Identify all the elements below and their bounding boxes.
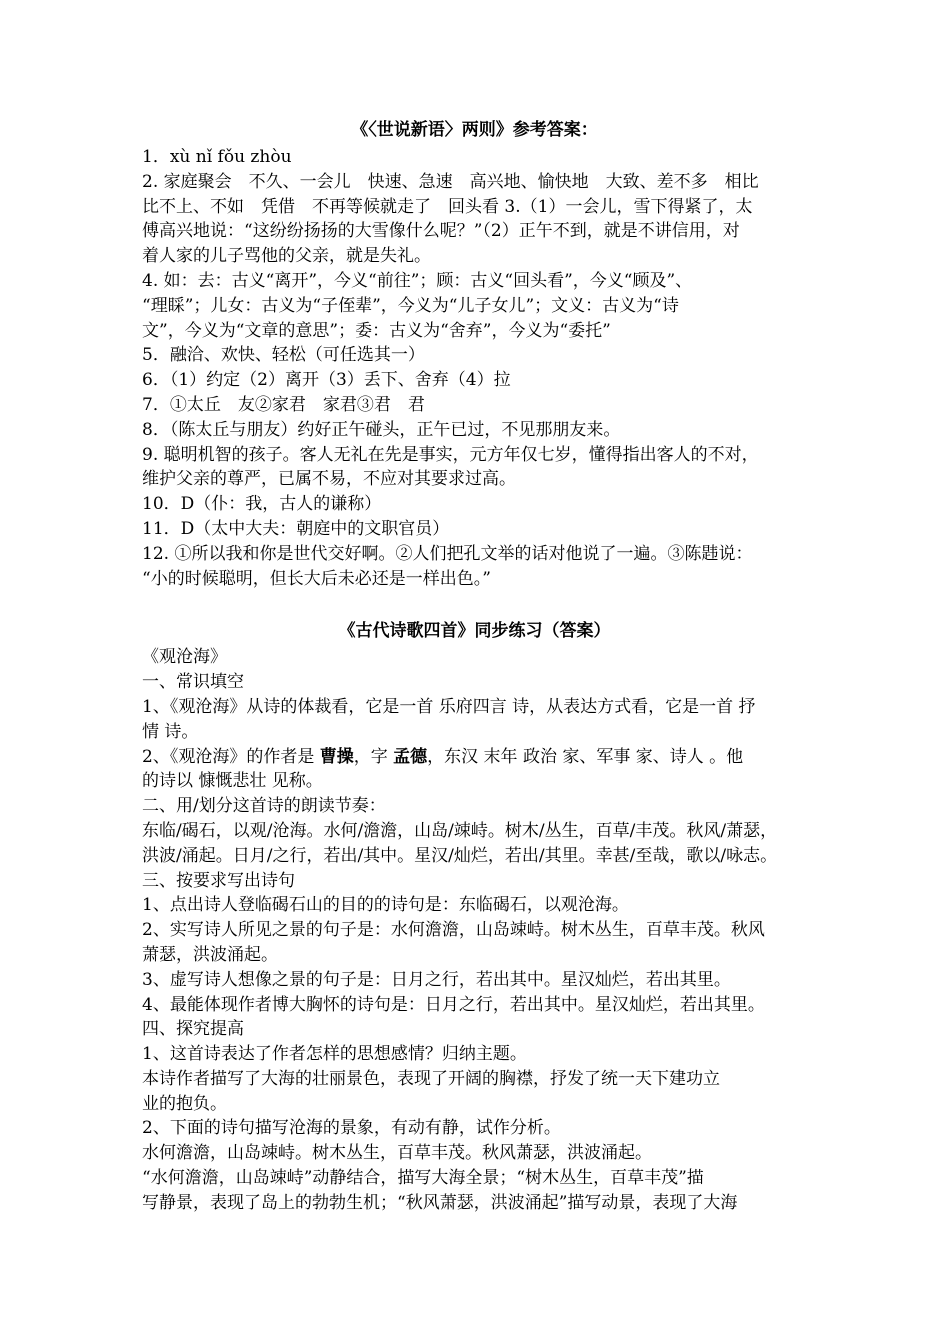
text-line: 维护父亲的尊严，已属不易，不应对其要求过高。: [142, 469, 516, 490]
text-line: 二、用/划分这首诗的朗读节奏：: [142, 796, 386, 817]
text-line: 写静景，表现了岛上的勃勃生机；“秋风萧瑟，洪波涌起”描写动景，表现了大海: [142, 1192, 738, 1213]
text-line: 四、探究提高: [142, 1019, 244, 1040]
text-line: 1．xù nǐ fǒu zhòu: [142, 147, 292, 167]
text-line: 2、下面的诗句描写沧海的景象，有动有静，试作分析。: [142, 1118, 561, 1139]
text-line: 业的抱负。: [142, 1093, 227, 1114]
text-line: 东临/碣石，以观/沧海。水何/澹澹，山岛/竦峙。树木/丛生，百草/丰茂。秋风/萧瑟，: [142, 820, 778, 841]
text-line: 3、虚写诗人想像之景的句子是：日月之行，若出其中。星汉灿烂，若出其里。: [142, 969, 731, 990]
author-name: 曹操: [319, 746, 354, 767]
text-line: 萧瑟，洪波涌起。: [142, 944, 278, 965]
text-line: 文”，今义为“文章的意思”；委：古义为“舍弃”，今义为“委托”: [142, 320, 611, 341]
text-line: 傅高兴地说：“这纷纷扬扬的大雪像什么呢？”（2）正午不到，就是不讲信用，对: [142, 221, 740, 242]
author-line-prefix: 2、《观沧海》的作者是: [142, 746, 320, 767]
text-line: 情 诗。: [142, 721, 199, 742]
text-line: 的诗以 慷慨悲壮 见称。: [142, 771, 323, 792]
text-line: 1、《观沧海》从诗的体裁看，它是一首 乐府四言 诗，从表达方式看，它是一首 抒: [142, 696, 756, 717]
text-line: 《观沧海》: [142, 647, 227, 668]
text-line: “小的时候聪明，但长大后未必还是一样出色。”: [142, 568, 491, 589]
author-line: [142, 745, 807, 770]
text-line: 4. 如：去：古义“离开”，今义“前往”；顾：古义“回头看”，今义“顾及”、: [142, 270, 693, 291]
text-line: 三、按要求写出诗句: [142, 870, 295, 891]
text-line: 12. ①所以我和你是世代交好啊。②人们把孔文举的话对他说了一遍。③陈韪说：: [142, 543, 753, 564]
text-line: 1、点出诗人登临碣石山的目的的诗句是：东临碣石，以观沧海。: [142, 895, 629, 916]
text-line: 4、最能体现作者博大胸怀的诗句是：日月之行，若出其中。星汉灿烂，若出其里。: [142, 994, 765, 1015]
document-page: [142, 118, 807, 1216]
text-line: 本诗作者描写了大海的壮丽景色，表现了开阔的胸襟，抒发了统一天下建功立: [142, 1068, 720, 1089]
text-line: 7．①太丘 友②家君 家君③君 君: [142, 394, 425, 415]
text-line: 比不上、不如 凭借 不再等候就走了 回头看 3.（1）一会儿，雪下得紧了，太: [142, 196, 753, 217]
section-title-shishuoxinyu: 《〈世说新语〉两则》参考答案：: [351, 120, 598, 140]
text-line: 5．融洽、欢快、轻松（可任选其一）: [142, 345, 425, 366]
text-line: 水何澹澹，山岛竦峙。树木丛生，百草丰茂。秋风萧瑟，洪波涌起。: [142, 1143, 652, 1164]
answer-list-shishuoxinyu: [142, 145, 807, 591]
text-line: 着人家的儿子骂他的父亲，就是失礼。: [142, 246, 431, 267]
text-line: 11．D（太中大夫：朝庭中的文职官员）: [142, 518, 450, 539]
text-line: 2. 家庭聚会 不久、一会儿 快速、急速 高兴地、愉快地 大致、差不多 相比: [142, 171, 759, 192]
answer-list-poems: [142, 645, 807, 1215]
author-line-middle: ，字: [353, 746, 394, 767]
text-line: 6．（1）约定（2）离开（3）丢下、舍弃（4）拉: [142, 370, 511, 391]
text-line: 洪波/涌起。日月/之行，若出/其中。星汉/灿烂，若出/其里。幸甚/至哉，歌以/咏志。: [142, 845, 778, 866]
text-line: 10．D（仆：我，古人的谦称）: [142, 494, 382, 515]
text-line: 1、这首诗表达了作者怎样的思想感情？归纳主题。: [142, 1044, 527, 1065]
author-line-suffix: ，东汉 末年 政治 家、军事 家、诗人 。他: [427, 746, 744, 767]
text-line: 一、常识填空: [142, 672, 244, 693]
text-line: 2、实写诗人所见之景的句子是：水何澹澹，山岛竦峙。树木丛生，百草丰茂。秋风: [142, 920, 765, 941]
text-line: “理睬”；儿女：古义为“子侄辈”，今义为“儿子女儿”；文义：古义为“诗: [142, 295, 679, 316]
text-line: 9. 聪明机智的孩子。客人无礼在先是事实，元方年仅七岁，懂得指出客人的不对，: [142, 444, 759, 465]
section-title-poems: 《古代诗歌四首》同步练习（答案）: [338, 621, 611, 642]
author-courtesy-name: 孟德: [393, 746, 428, 767]
text-line: 8．（陈太丘与朋友）约好正午碰头，正午已过，不见那朋友来。: [142, 419, 621, 440]
text-line: “水何澹澹，山岛竦峙”动静结合，描写大海全景；“树木丛生，百草丰茂”描: [142, 1168, 704, 1189]
